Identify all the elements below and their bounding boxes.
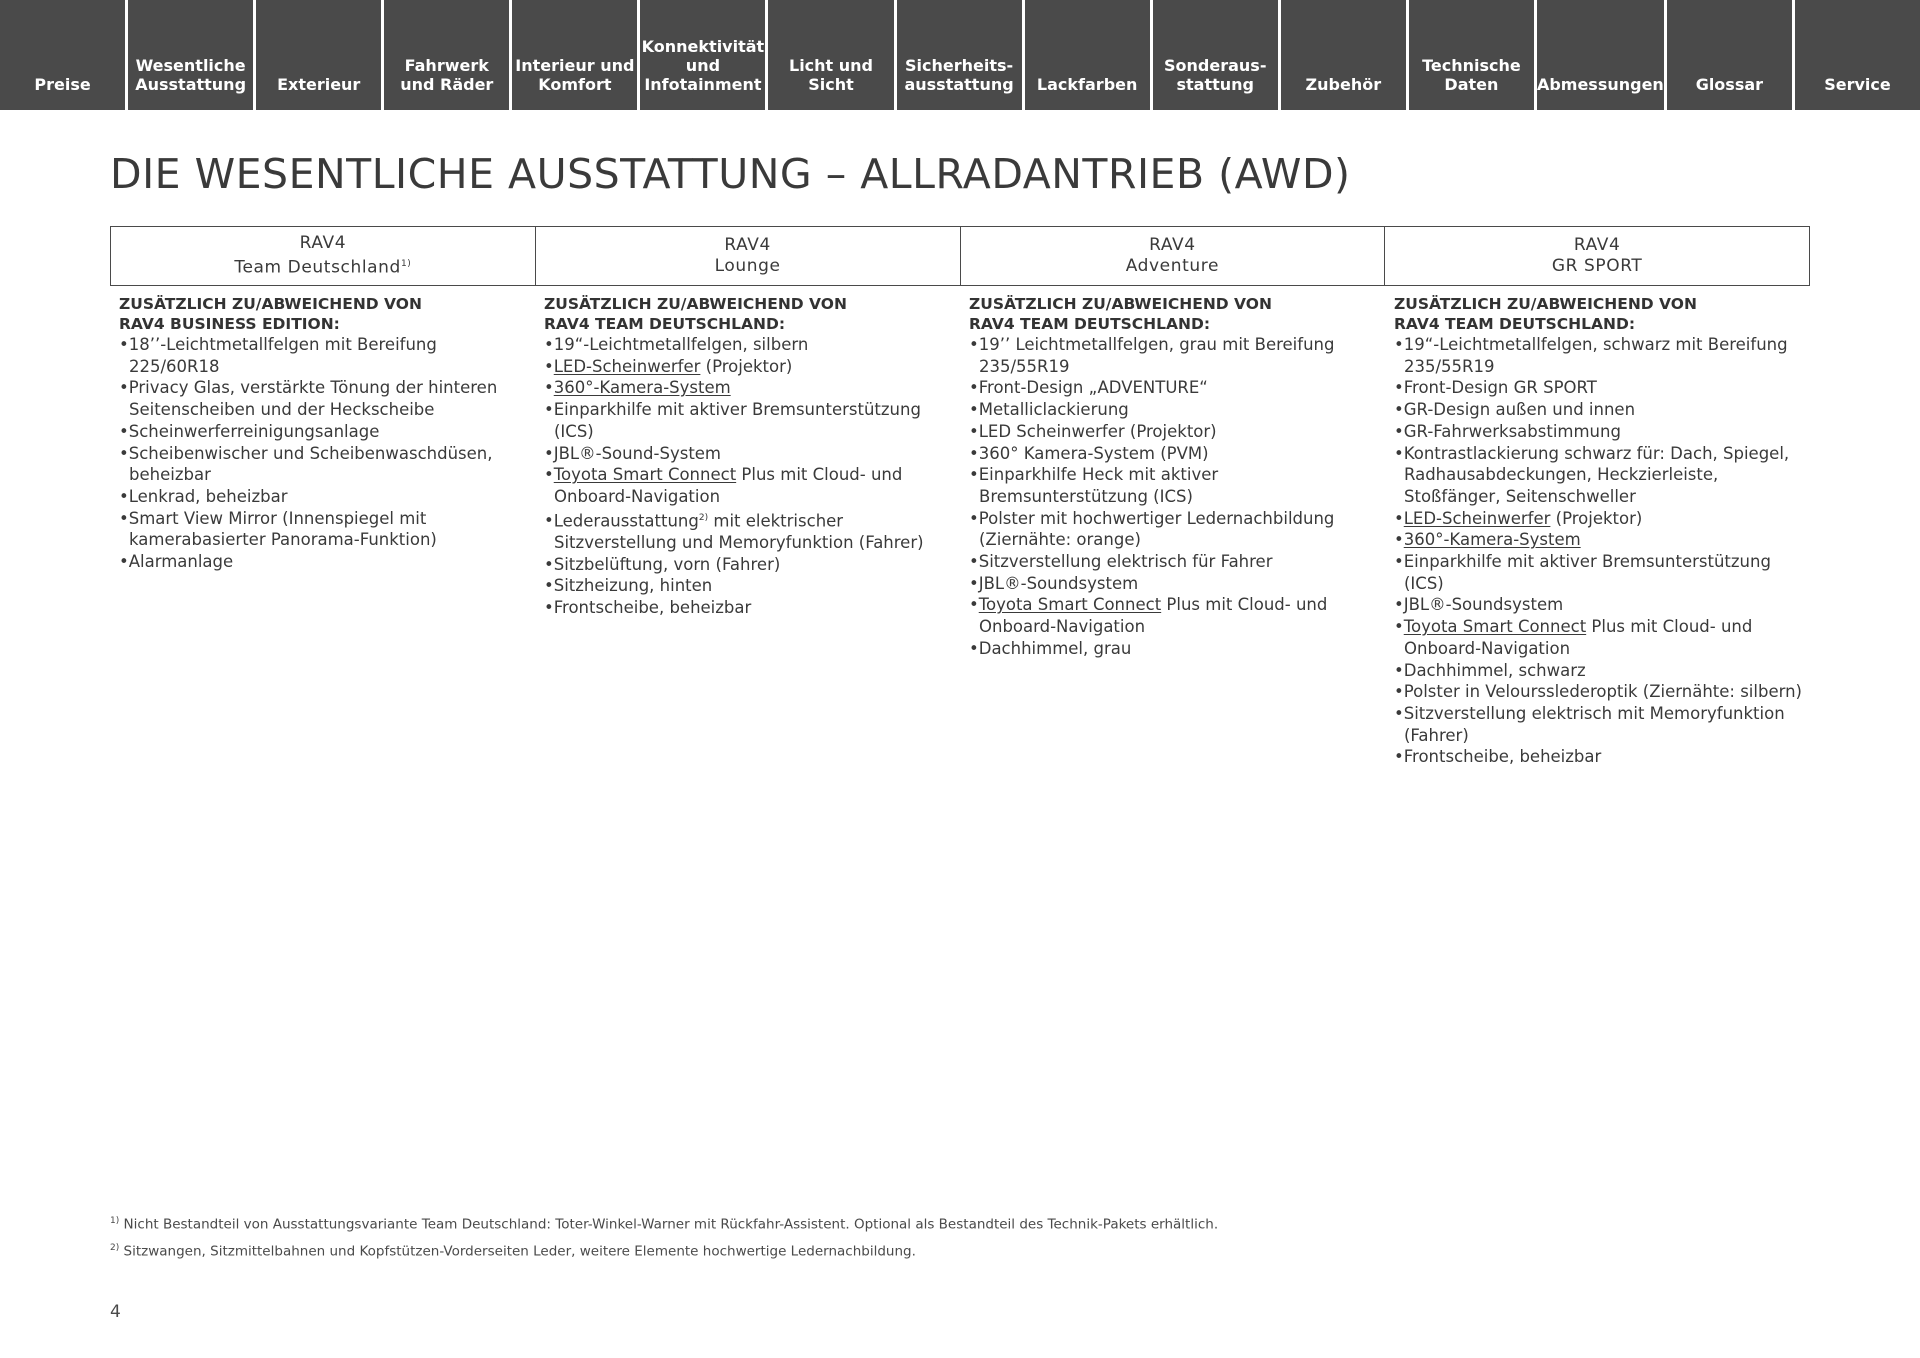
feature-list <box>1394 334 1802 768</box>
feature-list <box>544 334 952 619</box>
footnote-2 <box>110 1237 1218 1264</box>
feature-item: • Scheibenwischer und Scheibenwaschdüsen, beheizbar <box>119 443 527 486</box>
feature-list <box>969 334 1377 660</box>
glossary-link[interactable]: Toyota Smart Connect <box>553 465 737 485</box>
feature-item: • LED Scheinwerfer (Projektor) <box>969 421 1377 443</box>
feature-item[interactable]: • Toyota Smart Connect Plus mit Cloud- und Onboard-Navigation <box>969 594 1377 637</box>
feature-item: • Sitzheizung, hinten <box>544 575 952 597</box>
glossary-link[interactable]: 360°-Kamera-System <box>553 378 731 398</box>
feature-item[interactable] <box>544 377 952 399</box>
feature-item: • Einparkhilfe mit aktiver Bremsunterstützung (ICS) <box>1394 551 1802 594</box>
nav-tab-sicherheitsausstattung[interactable]: Sicherheits- ausstattung <box>897 0 1022 110</box>
page-number: 4 <box>110 1302 121 1322</box>
feature-item: • Smart View Mirror (Innenspiegel mit kamerabasierter Panorama-Funktion) <box>119 508 527 551</box>
feature-item: • Metalliclackierung <box>969 399 1377 421</box>
feature-item: • Sitzverstellung elektrisch für Fahrer <box>969 551 1377 573</box>
column-header-gr-sport <box>1384 227 1809 285</box>
feature-item: • Polster mit hochwertiger Ledernachbildung (Ziernähte: orange) <box>969 508 1377 551</box>
table-header <box>110 226 1810 286</box>
nav-tab-sonderausstattung[interactable]: Sonderaus- stattung <box>1153 0 1278 110</box>
feature-item: • Frontscheibe, beheizbar <box>1394 746 1802 768</box>
column-lounge <box>535 286 960 768</box>
column-header-adventure <box>960 227 1385 285</box>
feature-item: • JBL®-Sound-System <box>544 443 952 465</box>
column-header-variant: Lounge <box>714 256 781 276</box>
feature-item: • Alarmanlage <box>119 551 527 573</box>
column-adventure <box>960 286 1385 768</box>
nav-tab-preise[interactable]: Preise <box>0 0 125 110</box>
feature-item: • Frontscheibe, beheizbar <box>544 597 952 619</box>
column-header-variant: Team Deutschland$^{1)}$ <box>234 257 412 278</box>
equipment-table <box>110 226 1810 768</box>
nav-tab-interieur-und-komfort[interactable]: Interieur und Komfort <box>512 0 637 110</box>
footnote-marker: 2) <box>698 512 709 523</box>
nav-tab-glossar[interactable]: Glossar <box>1667 0 1792 110</box>
table-body <box>110 286 1810 768</box>
nav-tab-service[interactable]: Service <box>1795 0 1920 110</box>
nav-tab-konnektivitaet[interactable]: Konnektivität und Infotainment <box>640 0 765 110</box>
nav-tab-lackfarben[interactable]: Lackfarben <box>1025 0 1150 110</box>
column-heading: ZUSÄTZLICH ZU/ABWEICHEND VON RAV4 TEAM DEUTSCHLAND: <box>969 295 1272 333</box>
footnote-text: Sitzwangen, Sitzmittelbahnen und Kopfstützen-Vorderseiten Leder, weitere Elemente hochwertige Ledernachbildung. <box>119 1243 916 1259</box>
nav-tab-wesentliche-ausstattung[interactable]: Wesentliche Ausstattung <box>128 0 253 110</box>
feature-item: • Dachhimmel, schwarz <box>1394 660 1802 682</box>
feature-item: • Privacy Glas, verstärkte Tönung der hinteren Seitenscheiben und der Heckscheibe <box>119 377 527 420</box>
nav-tab-fahrwerk-und-raeder[interactable]: Fahrwerk und Räder <box>384 0 509 110</box>
page-title: DIE WESENTLICHE AUSSTATTUNG – ALLRADANTRIEB (AWD) <box>110 150 1351 198</box>
nav-tab-technische-daten[interactable]: Technische Daten <box>1409 0 1534 110</box>
feature-item: • Sitzbelüftung, vorn (Fahrer) <box>544 554 952 576</box>
feature-item: • Sitzverstellung elektrisch mit Memoryfunktion (Fahrer) <box>1394 703 1802 746</box>
feature-item: • 19’’ Leichtmetallfelgen, grau mit Bereifung 235/55R19 <box>969 334 1377 377</box>
nav-tab-licht-und-sicht[interactable]: Licht und Sicht <box>768 0 893 110</box>
feature-item: • Scheinwerferreinigungsanlage <box>119 421 527 443</box>
feature-list <box>119 334 527 573</box>
footnotes <box>110 1210 1218 1263</box>
feature-item: • GR-Fahrwerksabstimmung <box>1394 421 1802 443</box>
column-header-model: RAV4 <box>299 233 347 254</box>
feature-item: • JBL®-Soundsystem <box>969 573 1377 595</box>
feature-item: • 360° Kamera-System (PVM) <box>969 443 1377 465</box>
column-header-model: RAV4 <box>724 235 771 255</box>
column-header-variant: GR SPORT <box>1551 256 1643 276</box>
nav-tab-abmessungen[interactable]: Abmessungen <box>1537 0 1664 110</box>
feature-item: • Dachhimmel, grau <box>969 638 1377 660</box>
column-heading: ZUSÄTZLICH ZU/ABWEICHEND VON RAV4 BUSINESS EDITION: <box>119 295 422 333</box>
footnote-1 <box>110 1210 1218 1237</box>
feature-item[interactable]: • Toyota Smart Connect Plus mit Cloud- und Onboard-Navigation <box>544 464 952 507</box>
footnote-marker: 1) <box>400 259 412 270</box>
glossary-link[interactable]: LED-Scheinwerfer <box>1403 508 1551 528</box>
column-header-lounge <box>535 227 960 285</box>
feature-item[interactable]: • LED-Scheinwerfer (Projektor) <box>544 356 952 378</box>
column-gr-sport <box>1385 286 1810 768</box>
footnote-text: Nicht Bestandteil von Ausstattungsvariante Team Deutschland: Toter-Winkel-Warner mit Rückfahr-Assistent. Optional als Bestandteil des Technik-Pakets erhältlich. <box>119 1216 1219 1233</box>
glossary-link[interactable]: Toyota Smart Connect <box>1403 617 1587 637</box>
feature-item: • JBL®-Soundsystem <box>1394 594 1802 616</box>
column-header-team-deutschland <box>111 227 535 285</box>
footnote-marker: 1) <box>110 1216 120 1226</box>
feature-item: • 19“-Leichtmetallfelgen, schwarz mit Bereifung 235/55R19 <box>1394 334 1802 377</box>
column-header-variant: Adventure <box>1125 256 1220 276</box>
feature-item: • Polster in Veloursslederoptik (Ziernähte: silbern) <box>1394 681 1802 703</box>
feature-item: • 18’’-Leichtmetallfelgen mit Bereifung 225/60R18 <box>119 334 527 377</box>
nav-tab-exterieur[interactable]: Exterieur <box>256 0 381 110</box>
column-team-deutschland <box>110 286 535 768</box>
feature-item: • Lenkrad, beheizbar <box>119 486 527 508</box>
column-heading: ZUSÄTZLICH ZU/ABWEICHEND VON RAV4 TEAM DEUTSCHLAND: <box>1394 295 1697 333</box>
glossary-link[interactable]: LED-Scheinwerfer <box>553 356 701 376</box>
feature-item: • GR-Design außen und innen <box>1394 399 1802 421</box>
feature-item: • 19“-Leichtmetallfelgen, silbern <box>544 334 952 356</box>
glossary-link[interactable]: 360°-Kamera-System <box>1403 530 1581 550</box>
feature-item[interactable] <box>1394 529 1802 551</box>
feature-item[interactable]: • LED-Scheinwerfer (Projektor) <box>1394 508 1802 530</box>
feature-item: • Kontrastlackierung schwarz für: Dach, Spiegel, Radhausabdeckungen, Heckzierleiste, Stoßfänger, Seitenschweller <box>1394 443 1802 508</box>
feature-item: • Einparkhilfe Heck mit aktiver Bremsunterstützung (ICS) <box>969 464 1377 507</box>
feature-item: • Lederausstattung$^{2)}$ mit elektrischer Sitzverstellung und Memoryfunktion (Fahrer) <box>544 508 952 554</box>
feature-item: • Einparkhilfe mit aktiver Bremsunterstützung (ICS) <box>544 399 952 442</box>
column-header-model: RAV4 <box>1149 235 1196 255</box>
glossary-link[interactable]: Toyota Smart Connect <box>978 595 1162 615</box>
feature-item: • Front-Design „ADVENTURE“ <box>969 377 1377 399</box>
footnote-marker: 2) <box>110 1242 120 1253</box>
column-header-model: RAV4 <box>1573 235 1621 255</box>
column-heading: ZUSÄTZLICH ZU/ABWEICHEND VON RAV4 TEAM DEUTSCHLAND: <box>544 295 847 333</box>
top-navigation <box>0 0 1920 110</box>
feature-item[interactable]: • Toyota Smart Connect Plus mit Cloud- und Onboard-Navigation <box>1394 616 1802 659</box>
nav-tab-zubehoer[interactable]: Zubehör <box>1281 0 1406 110</box>
feature-item: • Front-Design GR SPORT <box>1394 377 1802 399</box>
